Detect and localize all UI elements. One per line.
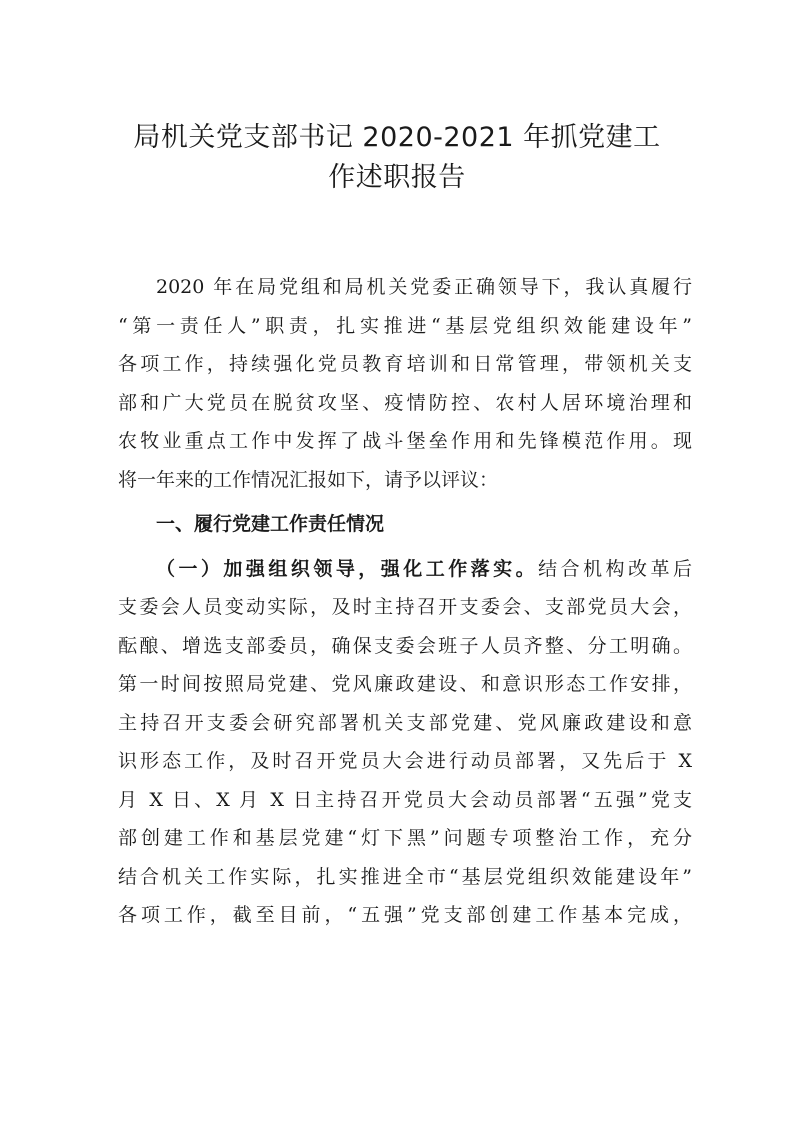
subsection-line: 部创建工作和基层党建“灯下黑”问题专项整治工作，充分 bbox=[118, 827, 692, 849]
intro-line: 2020 年在局党组和局机关党委正确领导下，我认真履行 bbox=[156, 276, 692, 298]
subsection-line: 月 X 日、X 月 X 日主持召开党员大会动员部署“五强”党支 bbox=[118, 788, 692, 811]
intro-paragraph bbox=[118, 268, 692, 499]
document-title bbox=[100, 118, 694, 198]
subsection-first-line bbox=[118, 550, 692, 589]
intro-line: 各项工作，持续强化党员教育培训和日常管理，带领机关支 bbox=[118, 353, 692, 375]
subsection-heading: （一）加强组织领导，强化工作落实。 bbox=[156, 557, 539, 580]
subsection-line: 结合机关工作实际，扎实推进全市“基层党组织效能建设年” bbox=[118, 865, 692, 888]
intro-line: 部和广大党员在脱贫攻坚、疫情防控、农村人居环境治理和 bbox=[118, 391, 692, 414]
intro-line: 农牧业重点工作中发挥了战斗堡垒作用和先锋模范作用。现 bbox=[118, 430, 692, 452]
subsection-first-line-text: 结合机构改革后 bbox=[538, 557, 692, 580]
subsection-line: 支委会人员变动实际，及时主持召开支委会、支部党员大会， bbox=[118, 596, 692, 618]
section-heading: 一、履行党建工作责任情况 bbox=[156, 513, 385, 535]
subsection-paragraph bbox=[118, 550, 692, 935]
title-line-2: 作述职报告 bbox=[328, 162, 466, 193]
subsection-line: 识形态工作，及时召开党员大会进行动员部署，又先后于 X bbox=[118, 750, 692, 772]
subsection-line: 酝酿、增选支部委员，确保支委会班子人员齐整、分工明确。 bbox=[118, 634, 692, 657]
subsection-line: 主持召开支委会研究部署机关支部党建、党风廉政建设和意 bbox=[118, 711, 692, 734]
title-line-1: 局机关党支部书记 2020-2021 年抓党建工 bbox=[133, 122, 661, 153]
intro-line: 将一年来的工作情况汇报如下，请予以评议： bbox=[118, 468, 499, 491]
subsection-line: 各项工作，截至目前，“五强”党支部创建工作基本完成， bbox=[118, 904, 692, 926]
document-body bbox=[118, 268, 692, 935]
subsection-line: 第一时间按照局党建、党风廉政建设、和意识形态工作安排， bbox=[118, 673, 692, 695]
intro-line: “第一责任人”职责，扎实推进“基层党组织效能建设年” bbox=[118, 314, 692, 337]
